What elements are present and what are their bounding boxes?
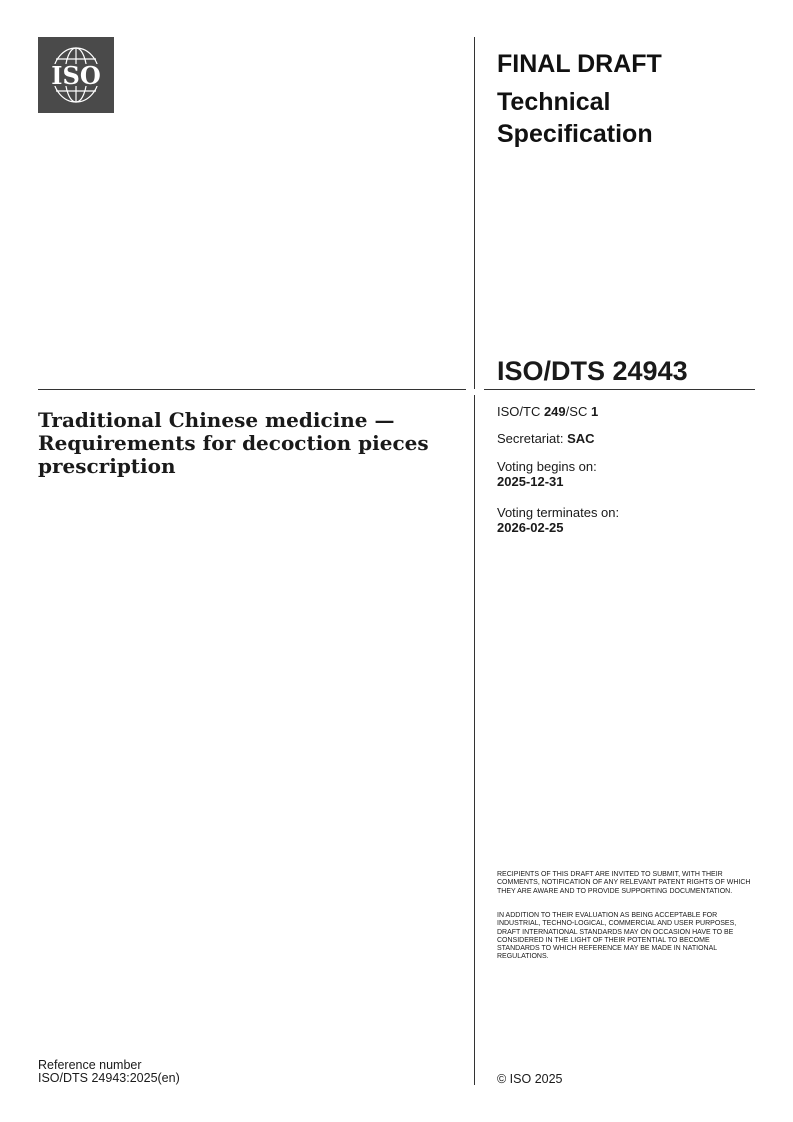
divider-vertical-bottom (474, 395, 475, 1085)
document-title: Traditional Chinese medicine — Requirements for decoction pieces prescription (38, 408, 429, 478)
secretariat (497, 431, 595, 446)
committee-sc: 1 (590, 404, 599, 419)
committee-tc: 249 (543, 404, 566, 419)
iso-logo (38, 37, 114, 113)
committee-prefix: ISO/TC (497, 404, 544, 419)
voting-terminates (497, 505, 619, 535)
divider-left (38, 389, 466, 390)
voting-begins-date: 2025-12-31 (497, 474, 564, 489)
secretariat-value: SAC (567, 431, 595, 446)
reference-label: Reference number (38, 1058, 142, 1072)
reference-number: ISO/DTS 24943:2025(en) (38, 1071, 180, 1085)
logo-text: ISO (51, 61, 101, 90)
voting-begins (497, 459, 597, 489)
document-number: ISO/DTS 24943 (497, 356, 688, 386)
committee-sep: /SC (565, 404, 591, 419)
globe-icon (38, 37, 114, 113)
stage-label: FINAL DRAFT (497, 50, 662, 78)
divider-vertical-top (474, 37, 475, 389)
divider-right (484, 389, 755, 390)
voting-begins-label: Voting begins on: (497, 459, 597, 474)
copyright: © ISO 2025 (497, 1072, 563, 1086)
doc-type-line2: Specification (497, 120, 653, 148)
secretariat-label: Secretariat: (497, 431, 568, 446)
doc-type-line1: Technical (497, 88, 611, 116)
notice-paragraph-1: RECIPIENTS OF THIS DRAFT ARE INVITED TO SUBMIT, WITH THEIR COMMENTS, NOTIFICATION OF ANY RELEVANT PATENT RIGHTS OF WHICH THEY ARE AWARE AND TO PROVIDE SUPPORTING DOCUMENTATION. (497, 871, 751, 895)
notice-paragraph-2: IN ADDITION TO THEIR EVALUATION AS BEING ACCEPTABLE FOR INDUSTRIAL, TECHNO-LOGICAL, COMMERCIAL AND USER PURPOSES, DRAFT INTERNATIONAL STANDARDS MAY ON OCCASION HAVE TO BE CONSIDERED IN THE LIGHT OF THEIR POTENTIAL TO BECOME STANDARDS TO WHICH REFERENCE MAY BE MADE IN NATIONAL REGULATIONS. (497, 912, 737, 961)
committee (497, 404, 598, 419)
voting-terminates-label: Voting terminates on: (497, 505, 620, 520)
voting-terminates-date: 2026-02-25 (497, 520, 564, 535)
